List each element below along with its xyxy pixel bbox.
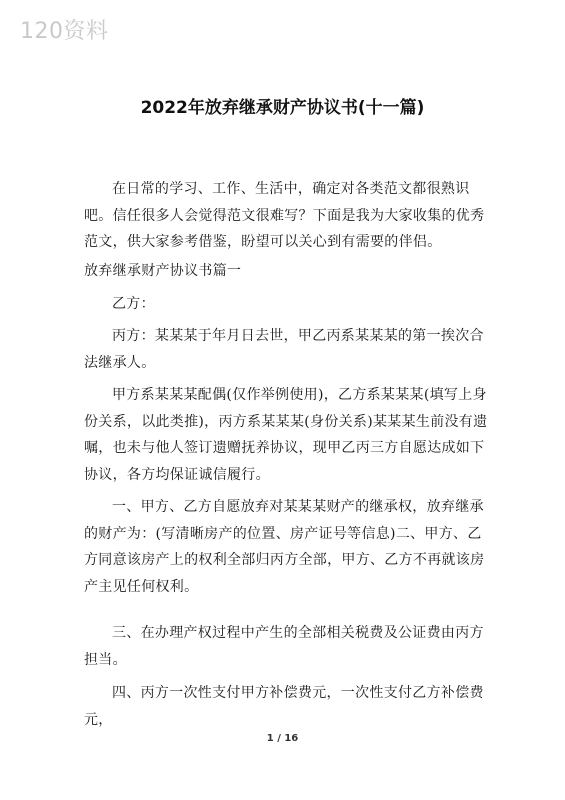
parties-description-paragraph: 甲方系某某某配偶(仅作举例使用)，乙方系某某某(填写上身份关系，以此类推)，丙方系某某某(身份关系)某某某生前没有遗嘱，也未与他人签订遗赠抚养协议，现甲乙丙三方自愿达成如下协议，各方均保证诚信履行。: [84, 387, 488, 483]
clause-four-paragraph: 四、丙方一次性支付甲方补偿费元，一次性支付乙方补偿费元，: [84, 685, 484, 728]
clause-three-paragraph: 三、在办理产权过程中产生的全部相关税费及公证费由丙方担当。: [84, 625, 484, 668]
party-c-paragraph: 丙方：某某某于年月日去世，甲乙丙系某某某的第一挨次合法继承人。: [84, 328, 484, 371]
party-b-line: 乙方：: [112, 296, 155, 312]
clause-one-paragraph: 一、甲方、乙方自愿放弃对某某某财产的继承权，放弃继承的财产为：(写清晰房产的位置、房产证号等信息)二、甲方、乙方同意该房产上的权利全部归丙方全部，甲方、乙方不再就该房产主见任何权利。: [84, 499, 485, 595]
section-heading: 放弃继承财产协议书篇一: [84, 263, 242, 279]
document-title: 2022年放弃继承财产协议书(十一篇): [140, 98, 425, 118]
watermark-logo: 120资料: [20, 19, 109, 44]
intro-paragraph: 在日常的学习、工作、生活中，确定对各类范文都很熟识吧。信任很多人会觉得范文很难写？下面是我为大家收集的优秀范文，供大家参考借鉴，盼望可以关心到有需要的伴侣。: [84, 181, 485, 250]
page-number: 1 / 16: [266, 733, 299, 744]
